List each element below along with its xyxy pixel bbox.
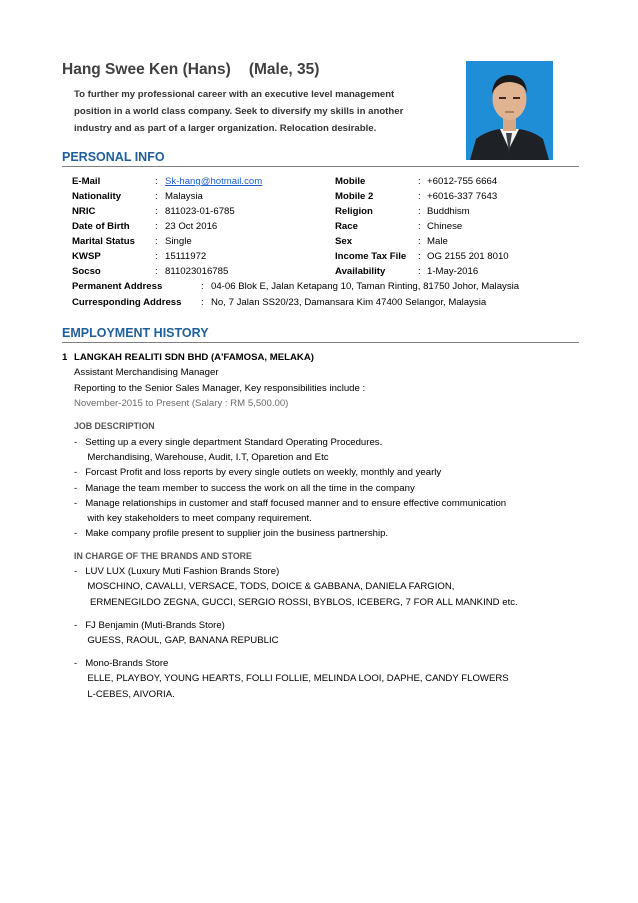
job-number: 1	[62, 352, 68, 363]
colon: :	[418, 191, 421, 202]
colon: :	[201, 297, 204, 308]
permanent-address-label: Permanent Address	[72, 281, 163, 292]
brand-group-line: ELLE, PLAYBOY, YOUNG HEARTS, FOLLI FOLLIE, MELINDA LOOI, DAPHE, CANDY FLOWERS	[74, 673, 509, 684]
candidate-name: Hang Swee Ken (Hans)	[62, 61, 231, 78]
colon: :	[155, 206, 158, 217]
nric-value: 811023-01-6785	[165, 206, 235, 217]
person-portrait-icon	[466, 61, 553, 160]
colon: :	[201, 281, 204, 292]
personal-info-divider	[62, 166, 579, 167]
dob-label: Date of Birth	[72, 221, 130, 232]
sex-value: Male	[427, 236, 448, 247]
race-label: Race	[335, 221, 358, 232]
employment-history-heading: EMPLOYMENT HISTORY	[62, 326, 209, 340]
religion-value: Buddhism	[427, 206, 470, 217]
availability-label: Availability	[335, 266, 386, 277]
colon: :	[418, 251, 421, 262]
reporting-line: Reporting to the Senior Sales Manager, Key responsibilities include :	[74, 383, 366, 394]
candidate-name-line	[62, 61, 319, 79]
corresponding-address-value: No, 7 Jalan SS20/23, Damansara Kim 47400 Selangor, Malaysia	[211, 297, 487, 308]
kwsp-value: 15111972	[165, 251, 207, 262]
mobile2-label: Mobile 2	[335, 191, 374, 202]
duty-item: - Forcast Profit and loss reports by every single outlets on weekly, monthly and yearly	[74, 467, 442, 478]
email-label: E-Mail	[72, 176, 101, 187]
career-objective: To further my professional career with an executive level management position in a world class company. Seek to diversify my skills in another industry and as part of a larger organization. Relocation desirable.	[74, 89, 404, 134]
availability-value: 1-May-2016	[427, 266, 479, 277]
colon: :	[155, 221, 158, 232]
socso-value: 811023016785	[165, 266, 229, 277]
colon: :	[418, 266, 421, 277]
duty-item: - Make company profile present to supplier join the business partnership.	[74, 528, 389, 539]
mobile-value: +6012-755 6664	[427, 176, 498, 187]
duty-item: Merchandising, Warehouse, Audit, I.T, Oparetion and Etc	[74, 452, 329, 463]
brand-group-line: GUESS, RAOUL, GAP, BANANA REPUBLIC	[74, 635, 279, 646]
brand-group-line: - Mono-Brands Store	[74, 658, 169, 669]
kwsp-label: KWSP	[72, 251, 101, 262]
colon: :	[418, 206, 421, 217]
corresponding-address-label: Curresponding Address	[72, 297, 182, 308]
colon: :	[155, 191, 158, 202]
employment-period: November-2015 to Present (Salary : RM 5,500.00)	[74, 398, 289, 409]
socso-label: Socso	[72, 266, 101, 277]
colon: :	[418, 236, 421, 247]
income-tax-label: Income Tax File	[335, 251, 407, 262]
dob-value: 23 Oct 2016	[165, 221, 218, 232]
colon: :	[155, 176, 158, 187]
nationality-value: Malaysia	[165, 191, 203, 202]
job-position: Assistant Merchandising Manager	[74, 367, 219, 378]
income-tax-value: OG 2155 201 8010	[427, 251, 509, 262]
company-name: LANGKAH REALITI SDN BHD (A'FAMOSA, MELAKA)	[74, 352, 314, 363]
marital-status-value: Single	[165, 236, 192, 247]
brands-heading: IN CHARGE OF THE BRANDS AND STORE	[74, 551, 252, 561]
job-description-heading: JOB DESCRIPTION	[74, 421, 155, 431]
brand-group-line: - FJ Benjamin (Muti-Brands Store)	[74, 620, 225, 631]
gender-age: (Male, 35)	[248, 61, 320, 78]
marital-status-label: Marital Status	[72, 236, 135, 247]
mobile-label: Mobile	[335, 176, 366, 187]
permanent-address-value: 04-06 Blok E, Jalan Ketapang 10, Taman Rinting, 81750 Johor, Malaysia	[211, 281, 520, 292]
nric-label: NRIC	[72, 206, 96, 217]
email-link[interactable]: Sk-hang@hotmail.com	[165, 176, 263, 187]
colon: :	[155, 236, 158, 247]
employment-divider	[62, 342, 579, 343]
brand-group-line: MOSCHINO, CAVALLI, VERSACE, TODS, DOICE & GABBANA, DANIELA FARGION,	[74, 581, 455, 592]
religion-label: Religion	[335, 206, 373, 217]
duty-item: - Setting up a every single department Standard Operating Procedures.	[74, 437, 383, 448]
profile-photo	[466, 61, 553, 160]
colon: :	[418, 221, 421, 232]
sex-label: Sex	[335, 236, 353, 247]
personal-info-heading: PERSONAL INFO	[62, 150, 165, 164]
duty-item: - Manage the team member to success the work on all the time in the company	[74, 483, 415, 494]
duty-item: - Manage relationships in customer and staff focused manner and to ensure effective communication	[74, 498, 507, 509]
mobile2-value: +6016-337 7643	[427, 191, 498, 202]
brand-group-line: L-CEBES, AIVORIA.	[74, 689, 175, 700]
race-value: Chinese	[427, 221, 463, 232]
colon: :	[155, 266, 158, 277]
brand-group-line: ERMENEGILDO ZEGNA, GUCCI, SERGIO ROSSI, BYBLOS, ICEBERG, 7 FOR ALL MANKIND etc.	[74, 597, 518, 608]
colon: :	[155, 251, 158, 262]
nationality-label: Nationality	[72, 191, 122, 202]
duty-item: with key stakeholders to meet company requirement.	[74, 513, 312, 524]
brand-group-line: - LUV LUX (Luxury Muti Fashion Brands Store)	[74, 566, 280, 577]
colon: :	[418, 176, 421, 187]
